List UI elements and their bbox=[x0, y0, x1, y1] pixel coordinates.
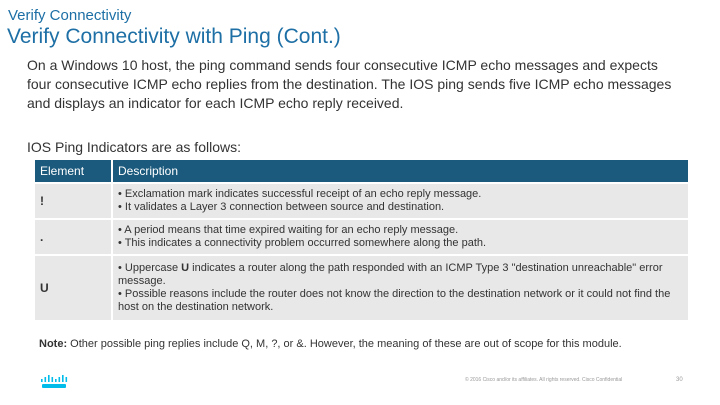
ping-indicators-table bbox=[33, 158, 690, 322]
note-text: Other possible ping replies include Q, M, ?, or &. However, the meaning of these are out of scope for this module. bbox=[67, 338, 622, 350]
description-cell bbox=[113, 256, 688, 320]
table-row bbox=[35, 220, 688, 254]
description-line: • It validates a Layer 3 connection between source and destination. bbox=[118, 201, 445, 213]
description-cell bbox=[113, 184, 688, 218]
copyright: © 2016 Cisco and/or its affiliates. All rights reserved. Cisco Confidential bbox=[465, 377, 623, 383]
note bbox=[39, 338, 622, 350]
header-description: Description bbox=[113, 160, 688, 182]
table-row bbox=[35, 256, 688, 320]
description-bold: U bbox=[181, 262, 190, 274]
page-number: 30 bbox=[676, 377, 683, 383]
element-cell: ! bbox=[35, 184, 111, 218]
cisco-logo-icon bbox=[39, 374, 69, 390]
indicators-lead: IOS Ping Indicators are as follows: bbox=[27, 139, 241, 155]
description-line: • Possible reasons include the router does not know the direction to the destination network or it could not find the host on the destination network. bbox=[118, 288, 671, 313]
slide-title: Verify Connectivity with Ping (Cont.) bbox=[7, 25, 341, 48]
section-title: Verify Connectivity bbox=[8, 7, 132, 24]
table-row bbox=[35, 184, 688, 218]
description-line bbox=[118, 262, 683, 288]
description-suffix: indicates a router along the path responded with an ICMP Type 3 "destination unreachable" error message. bbox=[118, 262, 663, 287]
description-line: • This indicates a connectivity problem occurred somewhere along the path. bbox=[118, 237, 487, 249]
table-header-row bbox=[35, 160, 688, 182]
note-label: Note: bbox=[39, 338, 68, 350]
header-element: Element bbox=[35, 160, 111, 182]
description-line: • Exclamation mark indicates successful receipt of an echo reply message. bbox=[118, 188, 482, 200]
description-line: • A period means that time expired waiting for an echo reply message. bbox=[118, 224, 459, 236]
element-cell: U bbox=[35, 256, 111, 320]
element-cell: . bbox=[35, 220, 111, 254]
intro-paragraph: On a Windows 10 host, the ping command sends four consecutive ICMP echo messages and expects four consecutive ICMP echo replies from the destination. The IOS ping sends five ICMP echo messages and displays an indicator for each ICMP echo reply received. bbox=[27, 57, 672, 111]
description-prefix: • Uppercase bbox=[118, 262, 182, 274]
description-cell bbox=[113, 220, 688, 254]
